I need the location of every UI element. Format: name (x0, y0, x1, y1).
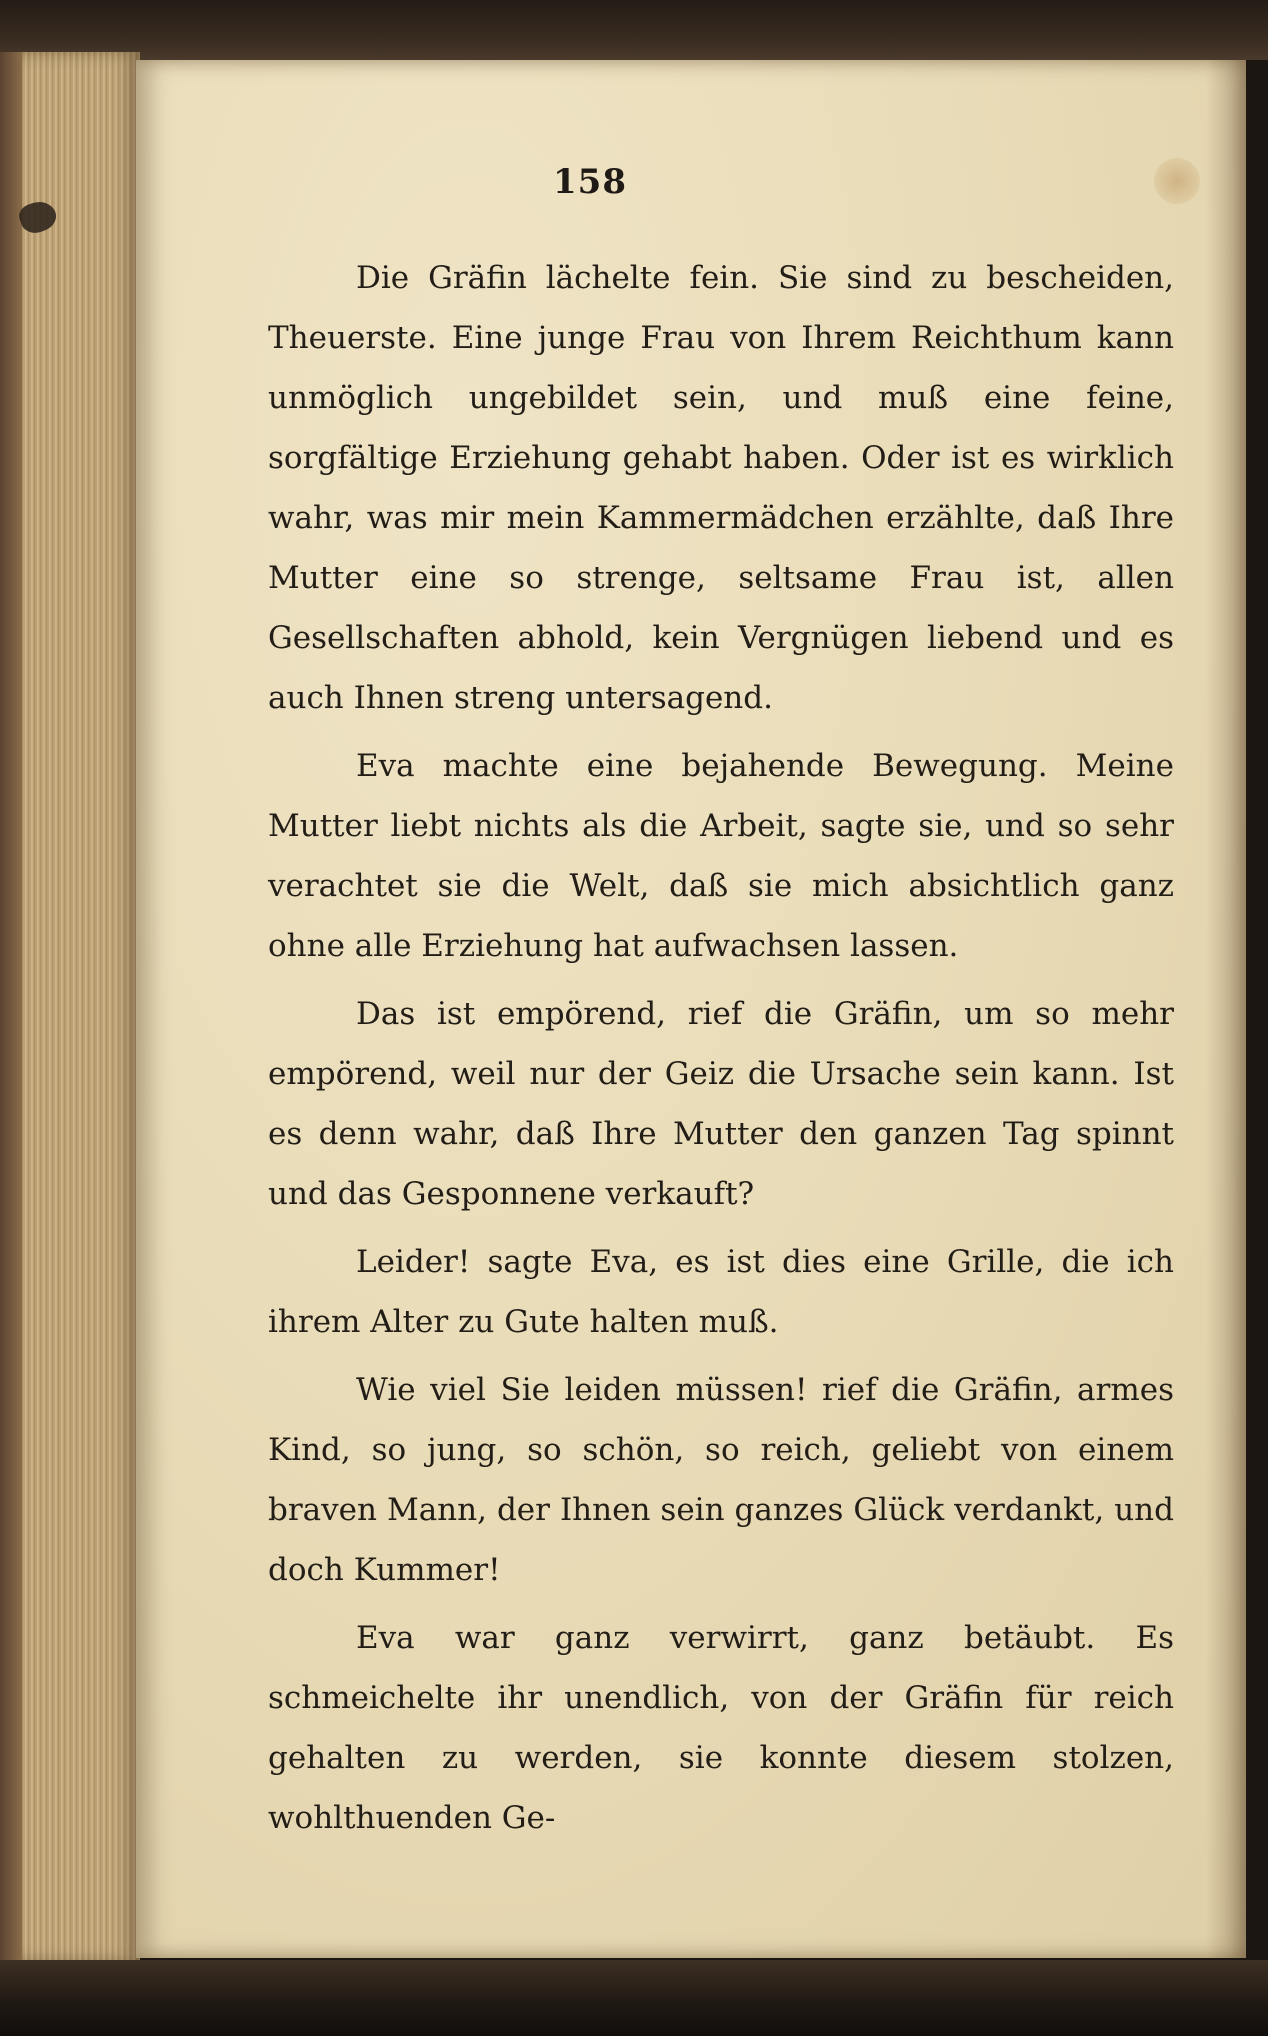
paragraph: Eva machte eine bejahende Bewegung. Meine Mutter liebt nichts als die Arbeit, sagte sie, und so sehr verachtet sie die Welt, daß sie mich absichtlich ganz ohne alle Erziehung hat aufwachsen lassen. (268, 748, 1174, 964)
book-cover-left (0, 52, 22, 1962)
page-number: 158 (553, 162, 627, 202)
paragraph: Wie viel Sie leiden müssen! rief die Gräfin, armes Kind, so jung, so schön, so reich, geliebt von einem braven Mann, der Ihnen sein ganzes Glück verdankt, und doch Kummer! (268, 1372, 1174, 1588)
book-cover-top (0, 0, 1268, 60)
paragraph: Die Gräfin lächelte fein. Sie sind zu bescheiden, Theuerste. Eine junge Frau von Ihrem Reichthum kann unmöglich ungebildet sein, und muß eine feine, sorgfältige Erziehung gehabt haben. Oder ist es wirklich wahr, was mir mein Kammermädchen erzählte, daß Ihre Mutter eine so strenge, seltsame Frau ist, allen Gesellschaften abhold, kein Vergnügen liebend und es auch Ihnen streng untersagend. (268, 260, 1174, 716)
paragraph: Das ist empörend, rief die Gräfin, um so mehr empörend, weil nur der Geiz die Ursache sein kann. Ist es denn wahr, daß Ihre Mutter den ganzen Tag spinnt und das Gesponnene verkauft? (268, 996, 1174, 1212)
book-cover-bottom (0, 1960, 1268, 2036)
spine-shadow (1206, 60, 1246, 1958)
paragraph: Eva war ganz verwirrt, ganz betäubt. Es schmeichelte ihr unendlich, von der Gräfin für reich gehalten zu werden, sie konnte diesem stolzen, wohlthuenden Ge- (268, 1620, 1174, 1836)
paragraph: Leider! sagte Eva, es ist dies eine Grille, die ich ihrem Alter zu Gute halten muß. (268, 1244, 1174, 1340)
body-text (268, 248, 1174, 1856)
